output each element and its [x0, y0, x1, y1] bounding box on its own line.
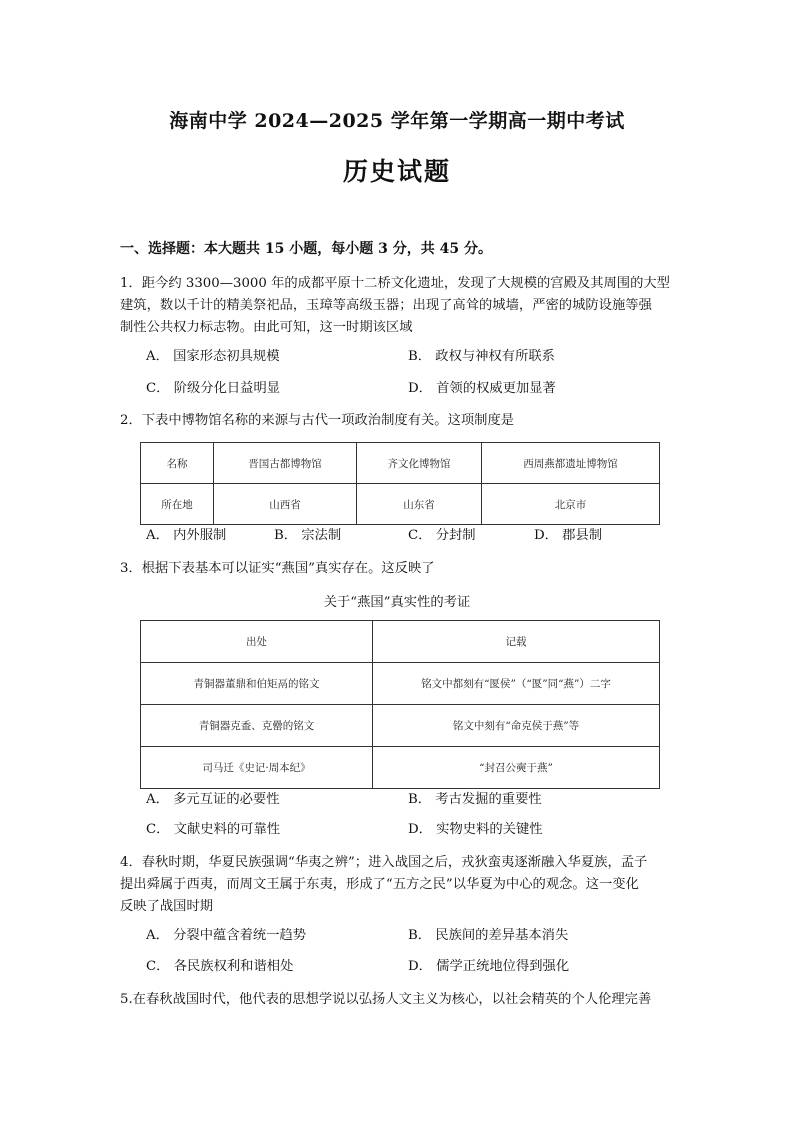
- q4-option-c[interactable]: C． 各民族权利和谐相处: [146, 959, 294, 974]
- q3-option-b[interactable]: B． 考古发掘的重要性: [408, 792, 542, 807]
- table-header-cell: 记载: [373, 621, 660, 663]
- yan-evidence-table: [140, 620, 660, 789]
- question-3-stem: 3．根据下表基本可以证实“燕国”真实存在。这反映了: [120, 561, 435, 576]
- table-cell: 山东省: [357, 484, 482, 525]
- q4-option-d[interactable]: D． 儒学正统地位得到强化: [408, 959, 570, 974]
- section-heading: 一、选择题：本大题共 15 小题，每小题 3 分，共 45 分。: [120, 241, 492, 257]
- table-cell: 北京市: [482, 484, 660, 525]
- table-cell: 齐文化博物馆: [357, 443, 482, 484]
- exam-title: 海南中学 2024—2025 学年第一学期高一期中考试: [169, 110, 625, 132]
- table-caption: 关于“燕国”真实性的考证: [323, 595, 471, 610]
- table-cell: 青铜器克盉、克罍的铭文: [141, 705, 373, 747]
- table-cell: 铭文中都刻有“匽侯”（“匽”同“燕”）二字: [373, 663, 660, 705]
- table-row: [141, 747, 660, 789]
- question-2-stem: 2．下表中博物馆名称的来源与古代一项政治制度有关。这项制度是: [120, 413, 515, 428]
- q2-option-d[interactable]: D． 郡县制: [534, 528, 603, 543]
- table-cell: 名称: [141, 443, 214, 484]
- q4-option-a[interactable]: A． 分裂中蕴含着统一趋势: [146, 928, 307, 943]
- q1-option-b[interactable]: B． 政权与神权有所联系: [408, 349, 555, 364]
- table-cell: 司马迁《史记·周本纪》: [141, 747, 373, 789]
- table-row: [141, 705, 660, 747]
- q4-option-b[interactable]: B． 民族间的差异基本消失: [408, 928, 569, 943]
- table-row: [141, 484, 660, 525]
- table-cell: 铭文中刻有“命克侯于燕”等: [373, 705, 660, 747]
- q2-option-c[interactable]: C． 分封制: [408, 528, 476, 543]
- question-1-line: 1．距今约 3300—3000 年的成都平原十二桥文化遗址，发现了大规模的宫殿及其周围的大型: [120, 276, 670, 291]
- question-4-stem: [120, 852, 685, 918]
- table-row: [141, 443, 660, 484]
- table-header-cell: 出处: [141, 621, 373, 663]
- table-row: [141, 663, 660, 705]
- table-cell: 晋国古都博物馆: [214, 443, 357, 484]
- subject-title: 历史试题: [342, 157, 451, 186]
- q3-option-c[interactable]: C． 文献史料的可靠性: [146, 822, 281, 837]
- question-4-line: 反映了战国时期: [120, 899, 214, 914]
- question-1-line: 制性公共权力标志物。由此可知，这一时期该区域: [120, 320, 413, 335]
- q1-option-d[interactable]: D． 首领的权威更加显著: [408, 381, 556, 396]
- table-header-row: [141, 621, 660, 663]
- q2-option-b[interactable]: B． 宗法制: [274, 528, 342, 543]
- q2-option-a[interactable]: A． 内外服制: [146, 528, 227, 543]
- q1-option-a[interactable]: A． 国家形态初具规模: [146, 349, 280, 364]
- table-cell: 所在地: [141, 484, 214, 525]
- table-cell: 青铜器董鼎和伯矩鬲的铭文: [141, 663, 373, 705]
- question-4-line: 4．春秋时期，华夏民族强调“华夷之辨”；进入战国之后，戎狄蛮夷逐渐融入华夏族，孟子: [120, 855, 648, 870]
- question-1-stem: [120, 273, 685, 339]
- question-5-stem: 5.在春秋战国时代，他代表的思想学说以弘扬人文主义为核心，以社会精英的个人伦理完善: [120, 992, 652, 1007]
- table-cell: 西周燕都遗址博物馆: [482, 443, 660, 484]
- table-cell: 山西省: [214, 484, 357, 525]
- museum-table: [140, 442, 660, 525]
- q3-option-d[interactable]: D． 实物史料的关键性: [408, 822, 543, 837]
- question-1-line: 建筑，数以千计的精美祭祀品，玉璋等高级玉器；出现了高耸的城墙，严密的城防设施等强: [120, 298, 652, 313]
- table-cell: “封召公奭于燕”: [373, 747, 660, 789]
- q1-option-c[interactable]: C． 阶级分化日益明显: [146, 381, 281, 396]
- question-4-line: 提出舜属于西夷，而周文王属于东夷，形成了“五方之民”以华夏为中心的观念。这一变化: [120, 877, 639, 892]
- q3-option-a[interactable]: A． 多元互证的必要性: [146, 792, 280, 807]
